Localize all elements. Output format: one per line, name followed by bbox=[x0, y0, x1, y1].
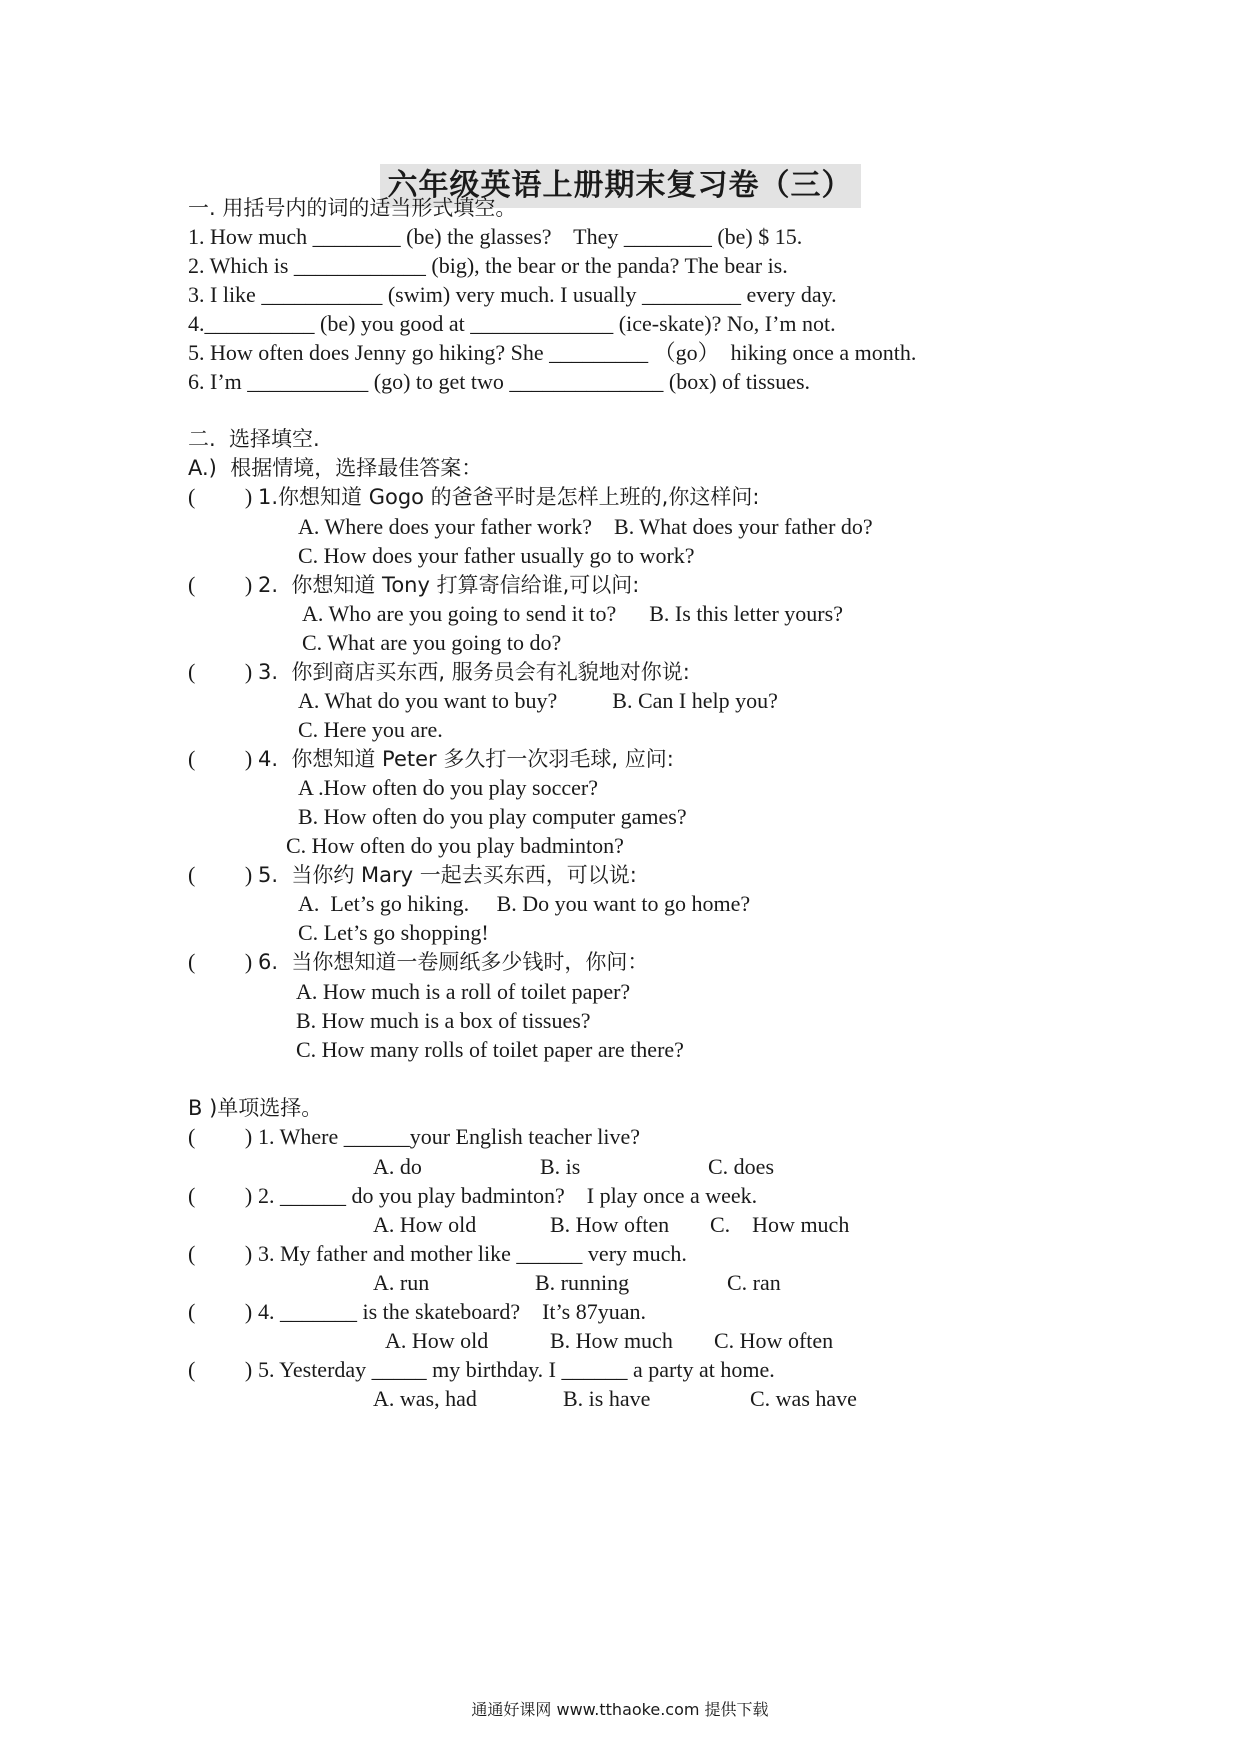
partB-heading: B )单项选择。 bbox=[188, 1096, 323, 1120]
option-line: C. How many rolls of toilet paper are there? bbox=[296, 1037, 684, 1062]
option-b: B. is have bbox=[563, 1386, 651, 1411]
section1-item: 4.__________ (be) you good at _____________ (ice-skate)? No, I’m not. bbox=[188, 311, 836, 336]
answer-blank: ( ) bbox=[188, 572, 253, 597]
option-c: C. was have bbox=[750, 1386, 857, 1411]
option-b: B. How often bbox=[550, 1212, 670, 1237]
section1-item: 5. How often does Jenny go hiking? She _________ （go） hiking once a month. bbox=[188, 340, 917, 365]
answer-blank: ( ) bbox=[188, 1299, 253, 1324]
question-text: 3. 你到商店买东西, 服务员会有礼貌地对你说: bbox=[258, 660, 690, 684]
section1-item: 2. Which is ____________ (big), the bear or the panda? The bear is. bbox=[188, 253, 788, 278]
option-line: C. What are you going to do? bbox=[302, 630, 562, 655]
answer-blank: ( ) bbox=[188, 1357, 253, 1382]
option-line: C. How often do you play badminton? bbox=[286, 833, 624, 858]
option-a: A. do bbox=[373, 1154, 422, 1179]
section1-item: 6. I’m ___________ (go) to get two ______________ (box) of tissues. bbox=[188, 369, 811, 394]
option-b: B. How much bbox=[550, 1328, 673, 1353]
option-line: B. How much is a box of tissues? bbox=[296, 1008, 591, 1033]
option-line: A. Let’s go hiking. B. Do you want to go home? bbox=[298, 891, 751, 916]
section2-heading: 二. 选择填空. bbox=[188, 427, 320, 451]
question-text: 2. ______ do you play badminton? I play once a week. bbox=[258, 1183, 758, 1208]
section1-item: 3. I like ___________ (swim) very much. I usually _________ every day. bbox=[188, 282, 837, 307]
option-a: A. How old bbox=[385, 1328, 489, 1353]
question-text: 1. Where ______your English teacher live? bbox=[258, 1124, 641, 1149]
option-line: C. Let’s go shopping! bbox=[298, 920, 489, 945]
option-line: B. How often do you play computer games? bbox=[298, 804, 687, 829]
answer-blank: ( ) bbox=[188, 1124, 253, 1149]
question-text: 3. My father and mother like ______ very much. bbox=[258, 1241, 687, 1266]
option-line: C. Here you are. bbox=[298, 717, 443, 742]
option-line: A. Where does your father work? B. What does your father do? bbox=[298, 514, 873, 539]
option-line: A. Who are you going to send it to? B. Is this letter yours? bbox=[302, 601, 843, 626]
footer-credit: 通通好课网 www.tthaoke.com 提供下载 bbox=[471, 1700, 769, 1719]
option-a: A. run bbox=[373, 1270, 430, 1295]
question-text: 1.你想知道 Gogo 的爸爸平时是怎样上班的,你这样问: bbox=[258, 485, 760, 509]
answer-blank: ( ) bbox=[188, 949, 253, 974]
option-b: B. running bbox=[535, 1270, 630, 1295]
option-a: A. How old bbox=[373, 1212, 477, 1237]
question-text: 4. _______ is the skateboard? It’s 87yuan. bbox=[258, 1299, 646, 1324]
answer-blank: ( ) bbox=[188, 1183, 253, 1208]
page-title: 六年级英语上册期末复习卷（三） bbox=[380, 164, 861, 208]
option-c: C. How often bbox=[714, 1328, 834, 1353]
answer-blank: ( ) bbox=[188, 862, 253, 887]
option-c: C. ran bbox=[727, 1270, 781, 1295]
answer-blank: ( ) bbox=[188, 746, 253, 771]
question-text: 6. 当你想知道一卷厕纸多少钱时，你问： bbox=[258, 950, 649, 974]
question-text: 5. 当你约 Mary 一起去买东西，可以说: bbox=[258, 863, 637, 887]
section1-item: 1. How much ________ (be) the glasses? They ________ (be) $ 15. bbox=[188, 224, 803, 249]
question-text: 5. Yesterday _____ my birthday. I ______ a party at home. bbox=[258, 1357, 775, 1382]
option-line: C. How does your father usually go to work? bbox=[298, 543, 695, 568]
answer-blank: ( ) bbox=[188, 484, 253, 509]
option-line: A. How much is a roll of toilet paper? bbox=[296, 979, 631, 1004]
question-text: 2. 你想知道 Tony 打算寄信给谁,可以问: bbox=[258, 573, 640, 597]
option-c: C. How much bbox=[710, 1212, 850, 1237]
question-text: 4. 你想知道 Peter 多久打一次羽毛球, 应问: bbox=[258, 747, 674, 771]
option-b: B. is bbox=[540, 1154, 581, 1179]
answer-blank: ( ) bbox=[188, 659, 253, 684]
answer-blank: ( ) bbox=[188, 1241, 253, 1266]
option-a: A. was, had bbox=[373, 1386, 477, 1411]
option-line: A. What do you want to buy? B. Can I help you? bbox=[298, 688, 778, 713]
section1-heading: 一. 用括号内的词的适当形式填空。 bbox=[188, 196, 517, 220]
title-wrapper bbox=[0, 164, 1240, 208]
option-line: A .How often do you play soccer? bbox=[298, 775, 598, 800]
partA-heading: A.) 根据情境，选择最佳答案： bbox=[188, 456, 483, 480]
option-c: C. does bbox=[708, 1154, 774, 1179]
